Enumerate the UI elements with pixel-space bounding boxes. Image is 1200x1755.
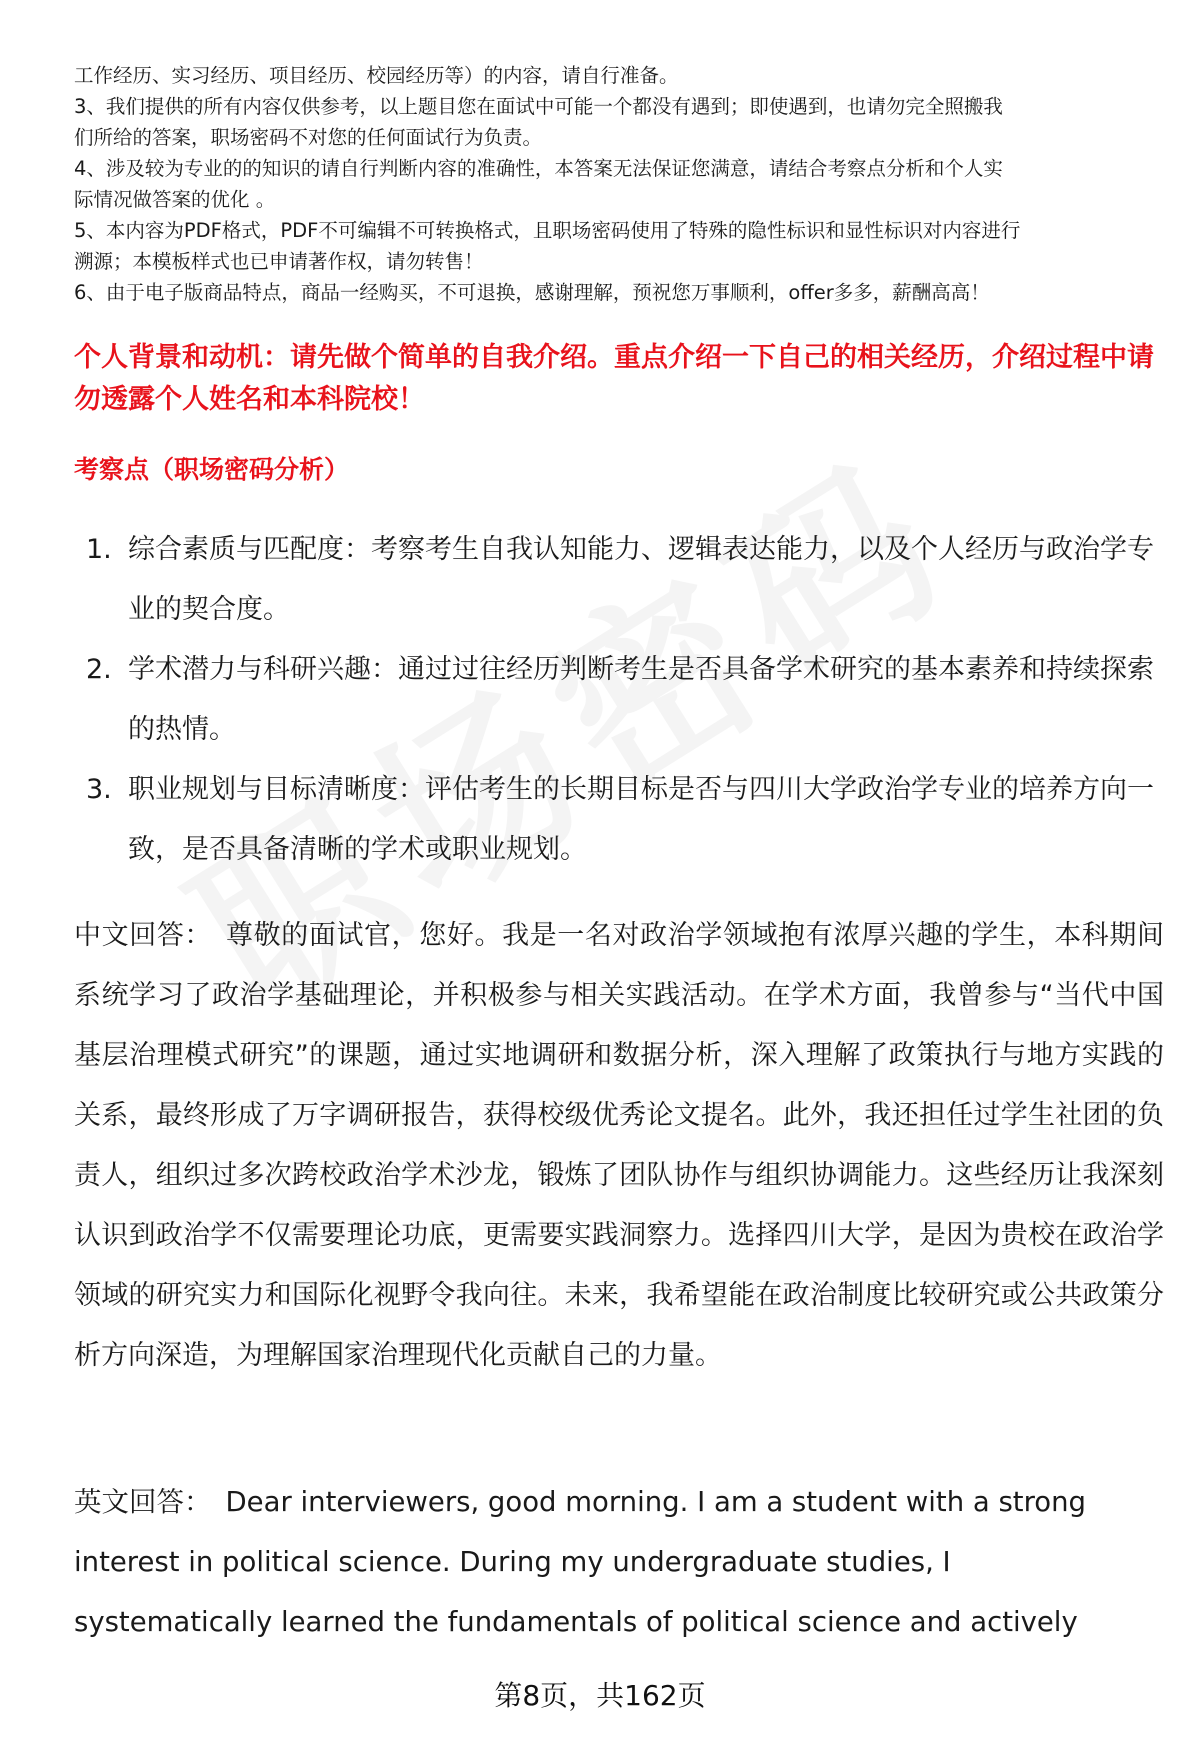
note-line: 溯源；本模板样式也已申请著作权，请勿转售！	[74, 250, 484, 273]
chinese-answer	[74, 906, 1164, 1386]
note-line: 们所给的答案，职场密码不对您的任何面试行为负责。	[74, 126, 543, 149]
assessment-points	[74, 520, 1164, 880]
english-answer-label: 英文回答：	[74, 1486, 212, 1518]
note-line: 工作经历、实习经历、项目经历、校园经历等）的内容，请自行准备。	[74, 64, 679, 87]
english-answer	[74, 1472, 1144, 1652]
interview-question: 个人背景和动机：请先做个简单的自我介绍。重点介绍一下自己的相关经历，介绍过程中请勿透露个人姓名和本科院校！	[74, 342, 1154, 415]
point-number: 3.	[86, 774, 112, 805]
list-item	[74, 520, 1164, 640]
list-item	[74, 760, 1164, 880]
chinese-answer-label: 中文回答：	[74, 920, 213, 951]
point-text: 职业规划与目标清晰度：评估考生的长期目标是否与四川大学政治学专业的培养方向一致，是否具备清晰的学术或职业规划。	[128, 774, 1154, 865]
point-text: 学术潜力与科研兴趣：通过过往经历判断考生是否具备学术研究的基本素养和持续探索的热情。	[128, 654, 1154, 745]
note-line: 6、由于电子版商品特点，商品一经购买，不可退换，感谢理解，预祝您万事顺利，offer多多，薪酬高高！	[74, 281, 990, 304]
note-line: 4、涉及较为专业的的知识的请自行判断内容的准确性，本答案无法保证您满意，请结合考察点分析和个人实	[74, 157, 1003, 180]
chinese-answer-text: 尊敬的面试官，您好。我是一名对政治学领域抱有浓厚兴趣的学生，本科期间系统学习了政治学基础理论，并积极参与相关实践活动。在学术方面，我曾参与“当代中国基层治理模式研究”的课题，通过实地调研和数据分析，深入理解了政策执行与地方实践的关系，最终形成了万字调研报告，获得校级优秀论文提名。此外，我还担任过学生社团的负责人，组织过多次跨校政治学术沙龙，锻炼了团队协作与组织协调能力。这些经历让我深刻认识到政治学不仅需要理论功底，更需要实践洞察力。选择四川大学，是因为贵校在政治学领域的研究实力和国际化视野令我向往。未来，我希望能在政治制度比较研究或公共政策分析方向深造，为理解国家治理现代化贡献自己的力量。	[74, 920, 1165, 1371]
point-number: 1.	[86, 534, 112, 565]
section-title: 考察点（职场密码分析）	[74, 455, 350, 484]
note-line: 际情况做答案的优化 。	[74, 188, 276, 211]
english-answer-text: Dear interviewers, good morning. I am a student with a strong interest in political science. During my undergraduate studies, I systematically learned the fundamentals of political science and actively	[74, 1486, 1087, 1638]
list-item	[74, 640, 1164, 760]
note-line: 5、本内容为PDF格式，PDF不可编辑不可转换格式，且职场密码使用了特殊的隐性标识和显性标识对内容进行	[74, 219, 1021, 242]
point-text: 综合素质与匹配度：考察考生自我认知能力、逻辑表达能力，以及个人经历与政治学专业的契合度。	[128, 534, 1154, 625]
disclaimer-notes	[74, 60, 1164, 308]
point-number: 2.	[86, 654, 112, 685]
note-line: 3、我们提供的所有内容仅供参考，以上题目您在面试中可能一个都没有遇到；即使遇到，也请勿完全照搬我	[74, 95, 1003, 118]
page-number: 第8页，共162页	[494, 1679, 706, 1712]
